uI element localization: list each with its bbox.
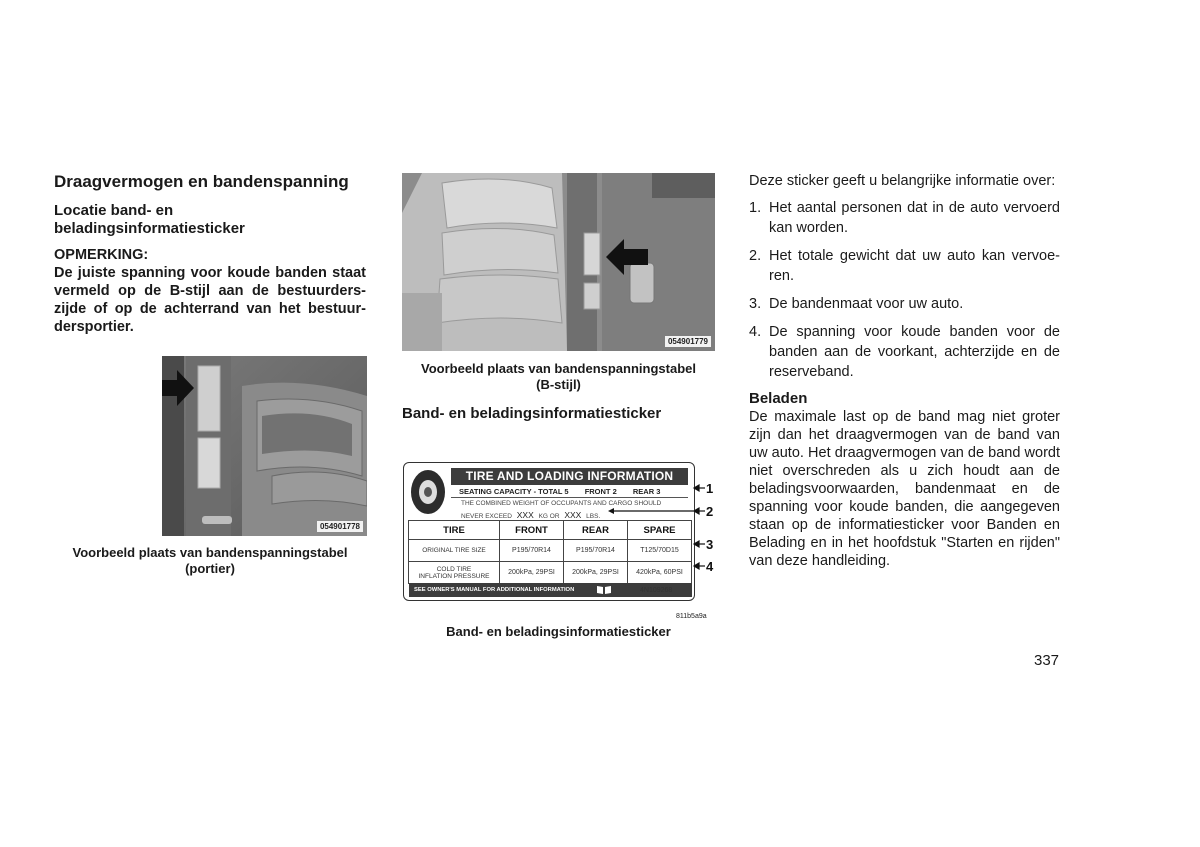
seating-rear: REAR 3 xyxy=(632,487,661,496)
rear-pressure: 200kPa, 29PSI xyxy=(564,562,628,584)
divider xyxy=(451,497,688,498)
page-number: 337 xyxy=(1034,652,1060,669)
label-footer: SEE OWNER'S MANUAL FOR ADDITIONAL INFORMATION xyxy=(409,583,692,597)
label-ref-code: 811b5a9a xyxy=(676,613,707,620)
sticker-caption: Band- en beladingsinformatiesticker xyxy=(446,624,671,639)
list-item xyxy=(749,246,1060,286)
caption-line1: Voorbeeld plaats van bandenspanningstabel xyxy=(72,545,348,560)
door-photo xyxy=(162,356,367,536)
header-front: FRONT xyxy=(500,521,564,540)
info-list xyxy=(749,198,1060,382)
header-spare: SPARE xyxy=(628,521,692,540)
header-tire: TIRE xyxy=(409,521,500,540)
tire-icon xyxy=(407,467,449,517)
seat-illustration xyxy=(402,173,715,351)
list-number: 4. xyxy=(749,324,762,340)
note-text: De juiste spanning voor koude banden staat vermeld op de B-stijl aan de bestuurders-zijde of op de achterrand van het bestuur-dersportier. xyxy=(54,265,366,335)
list-number: 2. xyxy=(749,248,762,264)
list-text: De spanning voor koude banden voor de banden aan de voorkant, achterzijde en de reserveband. xyxy=(769,324,1060,380)
sticker-heading: Band- en beladingsinformatiesticker xyxy=(402,405,662,422)
list-text: De bandenmaat voor uw auto. xyxy=(769,296,964,312)
lbs: LBS. xyxy=(586,513,601,520)
front-pressure: 200kPa, 29PSI xyxy=(500,562,564,584)
row-label-pressure xyxy=(409,562,500,584)
front-size: P195/70R14 xyxy=(500,540,564,562)
kg-or: KG OR xyxy=(538,513,560,520)
callout-3: 3 xyxy=(706,537,714,552)
caption-line2: (portier) xyxy=(185,561,235,576)
list-text: Het aantal personen dat in de auto vervoerd kan worden. xyxy=(769,200,1060,236)
pressure-label-line1: COLD TIRE xyxy=(436,565,472,573)
loading-heading: Beladen xyxy=(749,390,808,407)
caption-line1: Voorbeeld plaats van bandenspanningstabel xyxy=(421,361,696,376)
photo-code: 054901779 xyxy=(665,336,711,347)
b-pillar-caption xyxy=(402,361,715,393)
rear-size: P195/70R14 xyxy=(564,540,628,562)
label-title: TIRE AND LOADING INFORMATION xyxy=(451,468,688,485)
b-pillar-photo xyxy=(402,173,715,351)
door-illustration xyxy=(162,356,367,536)
callout-1: 1 xyxy=(706,481,714,496)
list-item xyxy=(749,294,1060,314)
callout-4: 4 xyxy=(706,559,714,574)
callout-2: 2 xyxy=(706,504,714,519)
pressure-label-line2: INFLATION PRESSURE xyxy=(418,572,490,580)
right-column xyxy=(749,172,1060,570)
callout-arrow-long xyxy=(608,507,698,515)
intro-text: Deze sticker geeft u belangrijke informatie over: xyxy=(749,173,1056,189)
table-row xyxy=(409,562,692,584)
seating-capacity-row xyxy=(459,487,674,496)
list-text: Het totale gewicht dat uw auto kan vervoe-ren. xyxy=(769,248,1060,284)
section-title: Draagvermogen en bandenspanning xyxy=(54,172,349,191)
weight-line: THE COMBINED WEIGHT OF OCCUPANTS AND CARGO SHOULD xyxy=(461,500,662,507)
spare-size: T125/70D15 xyxy=(628,540,692,562)
list-number: 3. xyxy=(749,296,762,312)
never-exceed: NEVER EXCEED xyxy=(461,513,512,520)
caption-line2: (B-stijl) xyxy=(536,377,581,392)
list-item xyxy=(749,198,1060,238)
never-exceed-line xyxy=(461,510,600,520)
seating-total: SEATING CAPACITY - TOTAL 5 xyxy=(459,487,569,496)
subsection-title-line1: Locatie band- en xyxy=(54,202,174,219)
spare-pressure: 420kPa, 60PSI xyxy=(628,562,692,584)
tire-table xyxy=(408,520,692,584)
row-label-size: ORIGINAL TIRE SIZE xyxy=(409,540,500,562)
loading-text: De maximale last op de band mag niet groter zijn dan het draagvermogen van de band van uw auto. Het draagvermogen van de band wordt niet overschreden als u zich houdt aan de beladingsvoorwaarden, bandenmaat en de spanning voor koude banden, die aangegeven staan op de informatiesticker voor Banden en Belading en in het hoofdstuk "Starten en rijden" van deze handleiding. xyxy=(749,409,1060,569)
photo-code: 054901778 xyxy=(317,521,363,532)
header-rear: REAR xyxy=(564,521,628,540)
label-frame xyxy=(403,462,695,601)
weight-kg: XXX xyxy=(516,510,534,520)
note-label: OPMERKING: xyxy=(54,247,149,263)
table-header-row xyxy=(409,521,692,540)
left-column xyxy=(54,172,366,336)
subsection-title-line2: beladingsinformatiesticker xyxy=(54,220,245,237)
list-number: 1. xyxy=(749,200,762,216)
table-row xyxy=(409,540,692,562)
seating-front: FRONT 2 xyxy=(584,487,617,496)
tire-loading-label xyxy=(400,460,720,630)
door-photo-caption xyxy=(54,545,366,577)
label-code: 4N109268 xyxy=(640,587,673,594)
weight-lbs: XXX xyxy=(564,510,582,520)
book-icon xyxy=(596,585,612,595)
list-item xyxy=(749,322,1060,382)
